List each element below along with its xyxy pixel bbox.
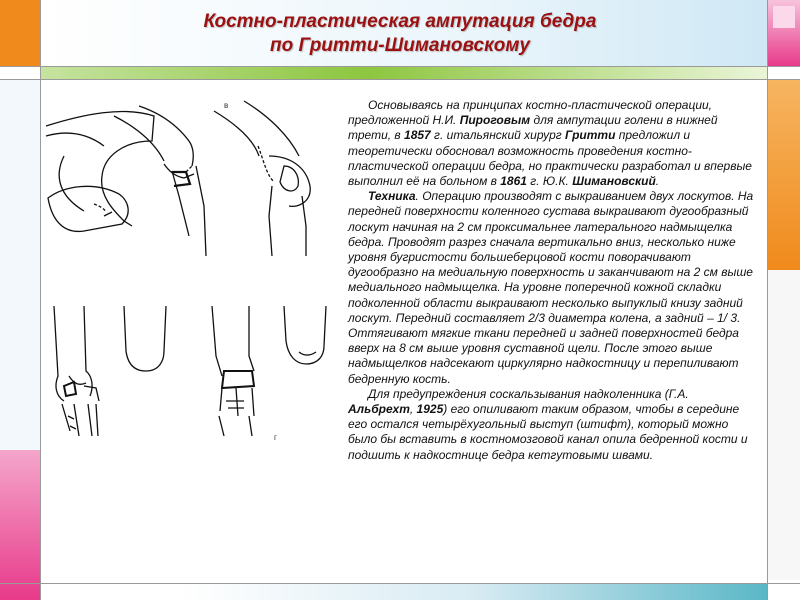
left-light-blue-strip (0, 80, 40, 450)
text-run: г. итальянский хирург (430, 128, 566, 143)
figure-knee-bones (214, 101, 310, 256)
body-text (348, 98, 756, 463)
figure-stump-outline-2 (284, 306, 326, 364)
text-run: предложил и теоретически обосновал возможность проведения костно-пластической операции бедра, но практически разработал и впервые выполнил её на больном в (348, 128, 752, 189)
text-run: Для предупреждения соскальзывания надколенника (Г.А. (368, 386, 689, 401)
frame-line-green (0, 79, 800, 80)
frame-line-bottom (0, 583, 800, 584)
text-run: . (655, 174, 660, 189)
slide-title-line1: Костно-пластическая ампутация бедра (203, 11, 597, 32)
green-band (41, 67, 767, 79)
slide-title-line2: по Гритти-Шимановскому (270, 35, 530, 56)
bold-run: 1861 (500, 174, 527, 189)
paragraph-albrecht (348, 387, 756, 463)
text-run: г. Ю.К. (526, 174, 573, 189)
figure-label-g: г (274, 433, 277, 442)
paragraph-technique (348, 189, 756, 387)
text-run: , (409, 402, 417, 417)
right-lower-light-strip (768, 270, 800, 580)
text-run: ) его опиливают таким образом, чтобы в середине его остался четырёхугольный выступ (штифт), который можно было бы вставить в костномозговой канал опила бедренной кости и подшить к надкостнице бедра кетгутовыми швами. (348, 402, 748, 462)
figure-thigh-stump (46, 111, 154, 231)
bold-run: 1925 (416, 402, 444, 417)
frame-line-top (0, 66, 800, 67)
figure-label-v: в (224, 101, 229, 110)
bold-run: Шимановский (572, 174, 656, 189)
left-lower-magenta-block (0, 450, 40, 600)
slide-title (150, 10, 650, 58)
frame-line-left (40, 0, 41, 600)
figure-knee-incision (114, 106, 206, 256)
bold-run: Пироговым (459, 113, 531, 128)
figure-leg-bones-side (212, 306, 254, 436)
text-run: для ампутации голени в нижней трети, в (348, 113, 718, 143)
right-orange-strip (768, 80, 800, 270)
bottom-blue-band (180, 584, 767, 600)
text-run: . Операцию производят с выкраиванием двух лоскутов. На передней поверхности коленного сустава выкраивают дугообразный лоскут начиная на 2 см проксимальнее латерального надмыщелка бедра. Проводят разрез сначала вертикально вниз, несколько ниже уровня бугристости большеберцовой кости поворачивают дугообразно на медиальную поверхность и заканчивают на 2 см выше медиального надмыщелка. На уровне поперечной кожной складки подколенной области выкраивают несколько выпуклый книзу задний лоскут. Передний составляет 2/3 диаметра колена, а задний – 1/ 3. Оттягивают мягкие ткани передней и задней поверхностей бедра вверх на 8 см выше уровня суставной щели. После этого выше надмыщелков надсекают циркулярно надкостницу и перепиливают бедренную кость. (348, 189, 754, 386)
bold-run: 1857 (404, 128, 431, 143)
figure-leg-bones-front (54, 306, 99, 436)
paragraph-history (348, 98, 756, 189)
bold-run: Техника (368, 189, 416, 204)
text-run: Основываясь на принципах костно-пластической операции, предложенной Н.И. (348, 98, 713, 128)
bold-run: Альбрехт (348, 402, 410, 417)
figure-stump-outline-1 (124, 306, 166, 371)
top-right-magenta-inner (773, 6, 795, 28)
amputation-illustrations (44, 86, 344, 446)
top-left-orange-block (0, 0, 40, 66)
frame-line-right (767, 0, 768, 600)
bold-run: Гритти (565, 128, 616, 143)
